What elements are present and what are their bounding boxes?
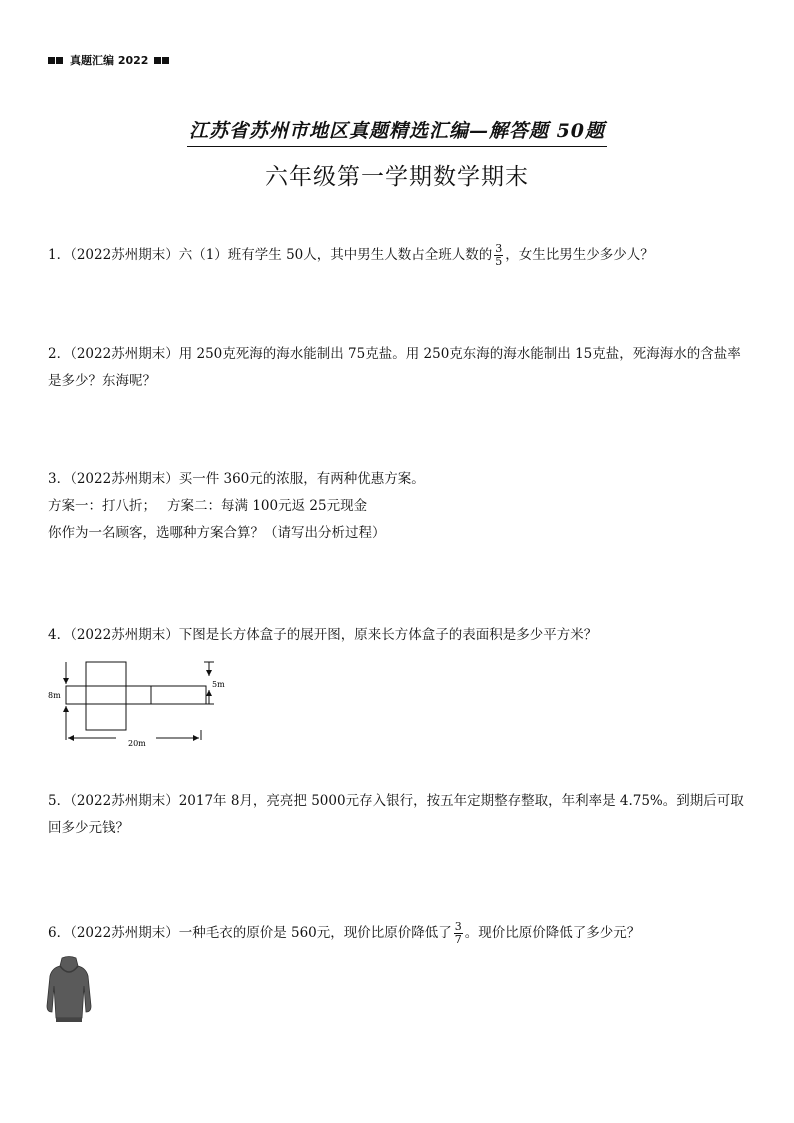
- question-3: [48, 466, 750, 547]
- length-label: 20m: [128, 739, 146, 748]
- box-net-diagram: [46, 660, 246, 750]
- header-text: 真题汇编 2022: [70, 54, 149, 67]
- fraction-numerator: 3: [454, 920, 462, 933]
- question-4-line-1: 4．（2022苏州期末）下图是长方体盒子的展开图，原来长方体盒子的表面积是多少平方米？: [48, 627, 598, 643]
- question-1: [48, 242, 750, 269]
- question-2-line-2: 是多少？东海呢？: [48, 373, 156, 389]
- document-title-text: 江苏省苏州市地区真题精选汇编—解答题 50题: [187, 116, 607, 147]
- document-title: [0, 116, 794, 147]
- question-6-text-after: 。现价比原价降低了多少元？: [464, 925, 641, 941]
- question-6: [48, 920, 750, 947]
- fraction-denominator: 5: [495, 255, 503, 268]
- height-label: 8m: [48, 691, 61, 700]
- question-5-line-2: 回多少元钱？: [48, 820, 129, 836]
- question-5-line-1: 5．（2022苏州期末）2017年 8月，亮亮把 5000元存入银行，按五年定期整存整取，年利率是 4.75%。到期后可取: [48, 793, 744, 809]
- fraction-denominator: 7: [454, 933, 462, 946]
- question-1-text-after: ，女生比男生少多少人？: [505, 247, 654, 263]
- question-3-line-1: 3．（2022苏州期末）买一件 360元的浓服，有两种优惠方案。: [48, 471, 425, 487]
- net-horizontal-strip: [66, 686, 206, 704]
- document-subtitle: 六年级第一学期数学期末: [265, 164, 529, 190]
- width-label: 5m: [212, 680, 225, 689]
- page-header: [48, 52, 170, 68]
- header-squares-left: [48, 54, 64, 67]
- question-3-line-3: 你作为一名顾客，选哪种方案合算？（请写出分析过程）: [48, 525, 386, 541]
- question-6-text-before: 6．（2022苏州期末）一种毛衣的原价是 560元，现价比原价降低了: [48, 925, 452, 941]
- question-2-line-1: 2．（2022苏州期末）用 250克死海的海水能制出 75克盐。用 250克东海的海水能制出 15克盐，死海海水的含盐率: [48, 346, 741, 362]
- question-1-fraction: [494, 243, 503, 268]
- fraction-numerator: 3: [495, 242, 503, 255]
- question-3-line-2: 方案一：打八折； 方案二：每满 100元返 25元现金: [48, 498, 368, 514]
- question-2: [48, 341, 750, 395]
- question-1-text-before: 1．（2022苏州期末）六（1）班有学生 50人，其中男生人数占全班人数的: [48, 247, 493, 263]
- net-vertical-strip: [86, 662, 126, 730]
- question-4: [48, 622, 750, 649]
- question-5: [48, 788, 750, 842]
- header-squares-right: [154, 54, 170, 67]
- question-6-fraction: [454, 921, 463, 946]
- sweater-image: [46, 956, 92, 1024]
